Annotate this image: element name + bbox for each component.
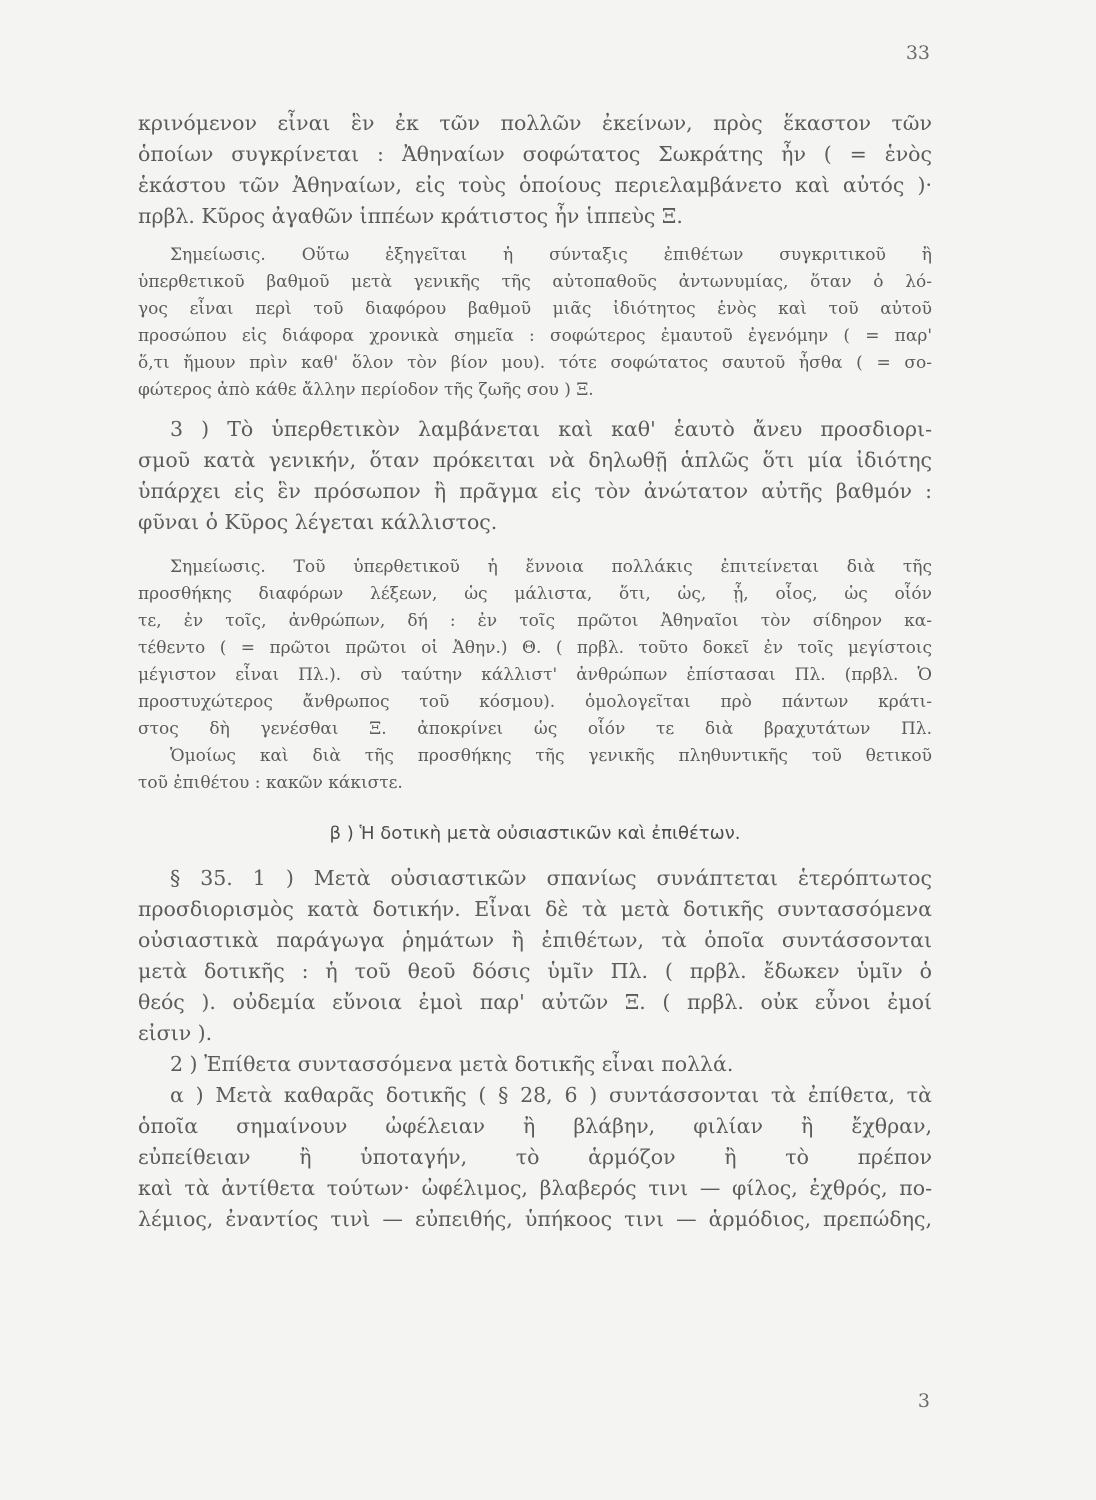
note-line: προσθήκης διαφόρων λέξεων, ὡς μάλιστα, ὅτι, ὡς, ᾗ, οἷος, ὡς οἷόν <box>138 584 932 604</box>
text-line: 2 ) Ἐπίθετα συντασσόμενα μετὰ δοτικῆς εἶναι πολλά. <box>170 1052 734 1076</box>
note-line: τοῦ ἐπιθέτου : κακῶν κάκιστε. <box>138 773 403 793</box>
text-line: καὶ τὰ ἀντίθετα τούτων· ὠφέλιμος, βλαβερός τινι — φίλος, ἐχθρός, πο- <box>138 1176 932 1200</box>
text-line: πρβλ. Κῦρος ἀγαθῶν ἱππέων κράτιστος ἦν ἱππεὺς Ξ. <box>138 204 683 228</box>
note-line: προστυχώτερος ἄνθρωπος τοῦ κόσμου). ὁμολογεῖται πρὸ πάντων κράτι- <box>138 692 932 712</box>
text-line: κρινόμενον εἶναι ἓν ἐκ τῶν πολλῶν ἐκείνων, πρὸς ἕκαστον τῶν <box>138 111 932 135</box>
text-line: ὑπάρχει εἰς ἓν πρόσωπον ἢ πρᾶγμα εἰς τὸν ἀνώτατον αὐτῆς βαθμόν : <box>138 479 932 503</box>
text-line: εἰσιν ). <box>138 1021 213 1045</box>
note-line: στος δὴ γενέσθαι Ξ. ἀποκρίνει ὡς οἷόν τε διὰ βραχυτάτων Πλ. <box>138 719 932 739</box>
note-line: γος εἶναι περὶ τοῦ διαφόρου βαθμοῦ μιᾶς ἰδιότητος ἑνὸς καὶ τοῦ αὐτοῦ <box>138 299 932 319</box>
text-line: φῦναι ὁ Κῦρος λέγεται κάλλιστος. <box>138 510 498 534</box>
note-line: τε, ἐν τοῖς, ἀνθρώπων, δή : ἐν τοῖς πρῶτοι Ἀθηναῖοι τὸν σίδηρον κα- <box>138 611 932 631</box>
text-line: προσδιορισμὸς κατὰ δοτικήν. Εἶναι δὲ τὰ μετὰ δοτικῆς συντασσόμενα <box>138 897 932 921</box>
text-line: § 35. 1 ) Μετὰ οὐσιαστικῶν σπανίως συνάπτεται ἑτερόπτωτος <box>170 866 932 890</box>
text-line: ὁποίων συγκρίνεται : Ἀθηναίων σοφώτατος Σωκράτης ἦν ( = ἑνὸς <box>138 142 932 166</box>
text-line: θεός ). οὐδεμία εὔνοια ἐμοὶ παρ' αὐτῶν Ξ. ( πρβλ. οὐκ εὖνοι ἐμοί <box>138 990 932 1014</box>
text-line: οὐσιαστικὰ παράγωγα ῥημάτων ἢ ἐπιθέτων, τὰ ὁποῖα συντάσσονται <box>138 928 932 952</box>
signature-mark: 3 <box>917 1390 930 1412</box>
note-line: Σημείωσις. Τοῦ ὑπερθετικοῦ ἡ ἔννοια πολλάκις ἐπιτείνεται διὰ τῆς <box>170 557 932 577</box>
note-line: τέθεντο ( = πρῶτοι πρῶτοι οἱ Ἀθην.) Θ. ( πρβλ. τοῦτο δοκεῖ ἐν τοῖς μεγίστοις <box>138 638 932 658</box>
page-body <box>138 108 932 1235</box>
note-line: ὑπερθετικοῦ βαθμοῦ μετὰ γενικῆς τῆς αὐτοπαθοῦς ἀντωνυμίας, ὅταν ὁ λό- <box>138 272 932 292</box>
text-line: 3 ) Τὸ ὑπερθετικὸν λαμβάνεται καὶ καθ' ἑαυτὸ ἄνευ προσδιορι- <box>170 417 932 441</box>
note-line: μέγιστον εἶναι Πλ.). σὺ ταύτην κάλλιστ' ἀνθρώπων ἐπίστασαι Πλ. (πρβλ. Ὁ <box>138 665 932 685</box>
text-line: μετὰ δοτικῆς : ἡ τοῦ θεοῦ δόσις ὑμῖν Πλ. ( πρβλ. ἔδωκεν ὑμῖν ὁ <box>138 959 932 983</box>
note-line: προσώπου εἰς διάφορα χρονικὰ σημεῖα : σοφώτερος ἐμαυτοῦ ἐγενόμην ( = παρ' <box>138 326 932 346</box>
note-line: Σημείωσις. Οὕτω ἐξηγεῖται ἡ σύνταξις ἐπιθέτων συγκριτικοῦ ἢ <box>170 245 932 265</box>
note-line: Ὁμοίως καὶ διὰ τῆς προσθήκης τῆς γενικῆς πληθυντικῆς τοῦ θετικοῦ <box>170 746 932 766</box>
text-line: λέμιος, ἐναντίος τινὶ — εὐπειθής, ὑπήκοος τινι — ἁρμόδιος, πρεπώδης, <box>138 1207 932 1231</box>
text-line: ἑκάστου τῶν Ἀθηναίων, εἰς τοὺς ὁποίους περιελαμβάνετο καὶ αὐτός )· <box>138 173 932 197</box>
section-heading: β ) Ἡ δοτικὴ μετὰ οὐσιαστικῶν καὶ ἐπιθέτων. <box>329 823 741 844</box>
page-number: 33 <box>905 42 930 64</box>
note-line: φώτερος ἀπὸ κάθε ἄλλην περίοδον τῆς ζωῆς σου ) Ξ. <box>138 380 594 400</box>
text-line: α ) Μετὰ καθαρᾶς δοτικῆς ( § 28, 6 ) συντάσσονται τὰ ἐπίθετα, τὰ <box>170 1083 932 1107</box>
text-line: σμοῦ κατὰ γενικήν, ὅταν πρόκειται νὰ δηλωθῇ ἁπλῶς ὅτι μία ἰδιότης <box>138 448 932 472</box>
text-line: ὁποῖα σημαίνουν ὠφέλειαν ἢ βλάβην, φιλίαν ἢ ἔχθραν, <box>138 1114 932 1138</box>
text-line: εὐπείθειαν ἢ ὑποταγήν, τὸ ἁρμόζον ἢ τὸ πρέπον <box>138 1145 932 1169</box>
note-line: ὅ,τι ἤμουν πρὶν καθ' ὅλον τὸν βίον μου). τότε σοφώτατος σαυτοῦ ἦσθα ( = σο- <box>138 353 932 373</box>
